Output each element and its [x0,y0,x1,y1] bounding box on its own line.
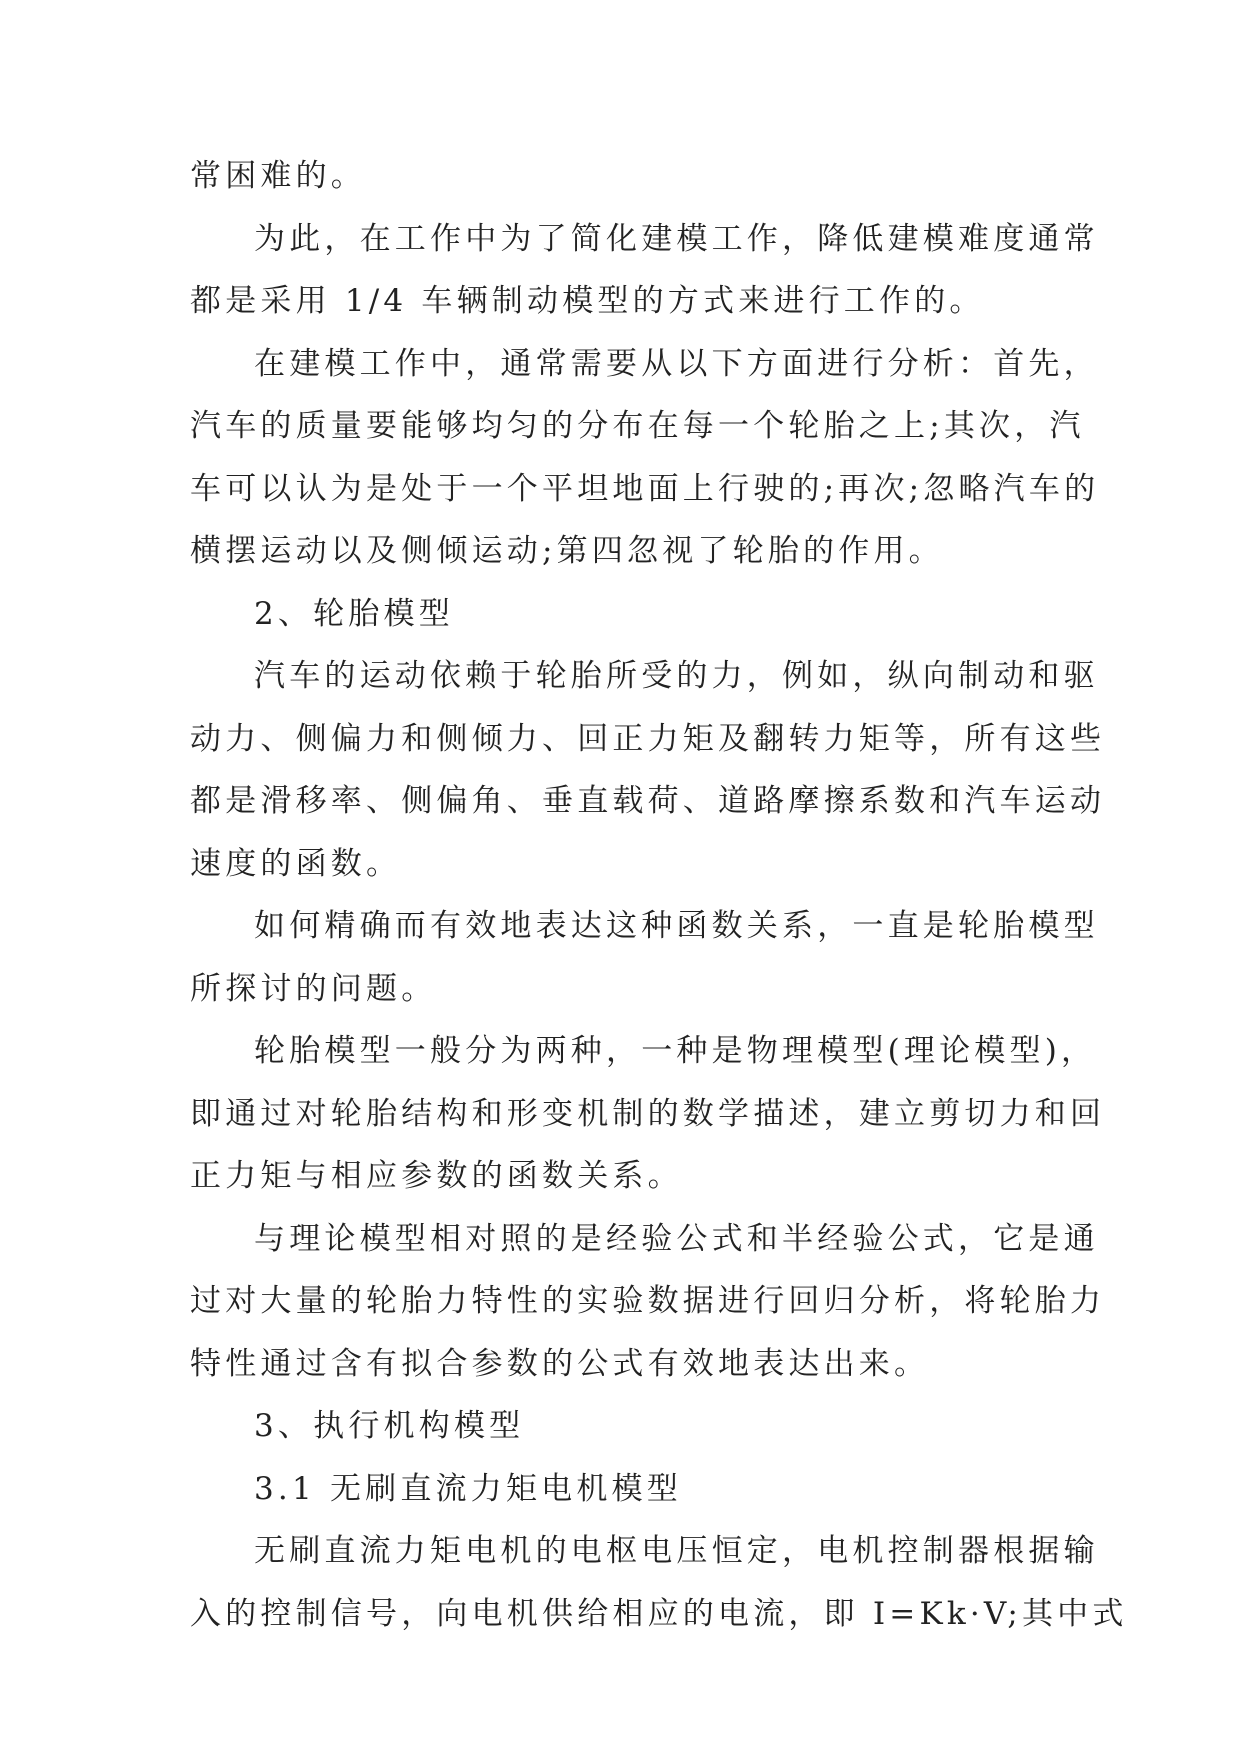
body-text [190,145,1128,1645]
paragraph [190,1520,1128,1645]
subsection-heading [190,1458,1050,1521]
text-line: 为此，在工作中为了简化建模工作，降低建模难度通常 [254,220,1099,257]
text-line: 横摆运动以及侧倾运动;第四忽视了轮胎的作用。 [190,533,944,569]
text-line: 如何精确而有效地表达这种函数关系，一直是轮胎模型 [254,908,1099,944]
section-heading [190,1395,1050,1458]
paragraph [190,208,1099,333]
text-line: 3、执行机构模型 [254,1408,525,1444]
text-line: 速度的函数。 [190,845,402,882]
section-heading [190,583,1050,646]
text-line: 2、轮胎模型 [254,595,454,632]
text-line: 所探讨的问题。 [190,970,437,1007]
text-line: 入的控制信号，向电机供给相应的电流，即 I=Kk·V;其中式 [190,1595,1128,1632]
text-line: 无刷直流力矩电机的电枢电压恒定，电机控制器根据输 [254,1533,1099,1569]
paragraph [190,145,1050,208]
paragraph [190,333,1100,583]
text-line: 汽车的质量要能够均匀的分布在每一个轮胎之上;其次，汽 [190,408,1085,444]
text-line: 动力、侧偏力和侧倾力、回正力矩及翻转力矩等，所有这些 [190,720,1106,757]
text-line: 过对大量的轮胎力特性的实验数据进行回归分析，将轮胎力 [190,1283,1106,1319]
text-line: 汽车的运动依赖于轮胎所受的力，例如，纵向制动和驱 [254,658,1099,694]
paragraph [190,1208,1106,1396]
text-line: 即通过对轮胎结构和形变机制的数学描述，建立剪切力和回 [190,1095,1106,1132]
text-line: 都是采用 1/4 车辆制动模型的方式来进行工作的。 [190,283,985,319]
text-line: 车可以认为是处于一个平坦地面上行驶的;再次;忽略汽车的 [190,470,1100,507]
text-line: 正力矩与相应参数的函数关系。 [190,1158,683,1194]
paragraph [190,895,1099,1020]
text-line: 都是滑移率、侧偏角、垂直载荷、道路摩擦系数和汽车运动 [190,783,1106,819]
text-line: 3.1 无刷直流力矩电机模型 [254,1470,682,1507]
text-line: 特性通过含有拟合参数的公式有效地表达出来。 [190,1345,930,1382]
paragraph [190,1020,1106,1208]
text-line: 与理论模型相对照的是经验公式和半经验公式，它是通 [254,1220,1099,1257]
text-line: 常困难的。 [190,158,366,194]
text-line: 在建模工作中，通常需要从以下方面进行分析：首先， [254,345,1099,382]
paragraph [190,645,1106,895]
text-line: 轮胎模型一般分为两种，一种是物理模型(理论模型)， [254,1033,1097,1069]
